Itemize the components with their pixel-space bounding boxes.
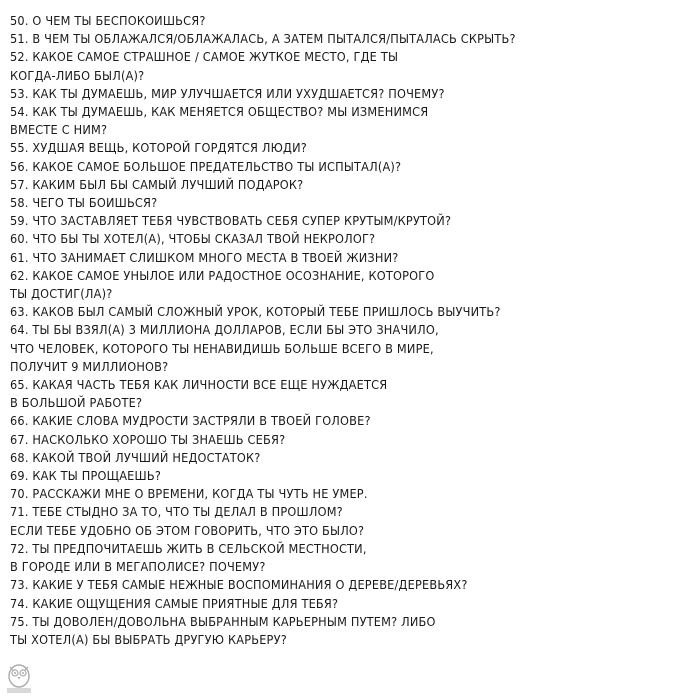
question-line: 71. ТЕБЕ СТЫДНО ЗА ТО, ЧТО ТЫ ДЕЛАЛ В ПРОШЛОМ?	[10, 504, 343, 520]
question-line: 52. КАКОЕ САМОЕ СТРАШНОЕ / САМОЕ ЖУТКОЕ МЕСТО, ГДЕ ТЫ	[10, 49, 399, 65]
question-line: ТЫ ДОСТИГ(ЛА)?	[10, 286, 113, 302]
question-line: 69. КАК ТЫ ПРОЩАЕШЬ?	[10, 468, 162, 484]
question-line: ТЫ ХОТЕЛ(А) БЫ ВЫБРАТЬ ДРУГУЮ КАРЬЕРУ?	[10, 631, 287, 647]
question-line: 74. КАКИЕ ОЩУЩЕНИЯ САМЫЕ ПРИЯТНЫЕ ДЛЯ ТЕБЯ?	[10, 595, 339, 611]
question-line: 75. ТЫ ДОВОЛЕН/ДОВОЛЬНА ВЫБРАННЫМ КАРЬЕРНЫМ ПУТЕМ? ЛИБО	[10, 613, 436, 629]
question-line: 53. КАК ТЫ ДУМАЕШЬ, МИР УЛУЧШАЕТСЯ ИЛИ УХУДШАЕТСЯ? ПОЧЕМУ?	[10, 85, 445, 101]
question-line: 63. КАКОВ БЫЛ САМЫЙ СЛОЖНЫЙ УРОК, КОТОРЫЙ ТЕБЕ ПРИШЛОСЬ ВЫУЧИТЬ?	[10, 304, 501, 320]
question-line: 64. ТЫ БЫ ВЗЯЛ(А) 3 МИЛЛИОНА ДОЛЛАРОВ, ЕСЛИ БЫ ЭТО ЗНАЧИЛО,	[10, 322, 439, 338]
question-line: 70. РАССКАЖИ МНЕ О ВРЕМЕНИ, КОГДА ТЫ ЧУТЬ НЕ УМЕР.	[10, 486, 368, 502]
question-line: 73. КАКИЕ У ТЕБЯ САМЫЕ НЕЖНЫЕ ВОСПОМИНАНИЯ О ДЕРЕВЕ/ДЕРЕВЬЯХ?	[10, 577, 468, 593]
question-line: ЧТО ЧЕЛОВЕК, КОТОРОГО ТЫ НЕНАВИДИШЬ БОЛЬШЕ ВСЕГО В МИРЕ,	[10, 340, 434, 356]
question-line: В ГОРОДЕ ИЛИ В МЕГАПОЛИСЕ? ПОЧЕМУ?	[10, 559, 266, 575]
question-line: 72. ТЫ ПРЕДПОЧИТАЕШЬ ЖИТЬ В СЕЛЬСКОЙ МЕСТНОСТИ,	[10, 540, 367, 556]
question-line: 68. КАКОЙ ТВОЙ ЛУЧШИЙ НЕДОСТАТОК?	[10, 449, 261, 465]
question-line: 66. КАКИЕ СЛОВА МУДРОСТИ ЗАСТРЯЛИ В ТВОЕЙ ГОЛОВЕ?	[10, 413, 371, 429]
question-line: 56. КАКОЕ САМОЕ БОЛЬШОЕ ПРЕДАТЕЛЬСТВО ТЫ ИСПЫТАЛ(А)?	[10, 158, 402, 174]
question-line: 61. ЧТО ЗАНИМАЕТ СЛИШКОМ МНОГО МЕСТА В ТВОЕЙ ЖИЗНИ?	[10, 249, 399, 265]
question-line: ПОЛУЧИТ 9 МИЛЛИОНОВ?	[10, 358, 169, 374]
question-line: 58. ЧЕГО ТЫ БОИШЬСЯ?	[10, 195, 158, 211]
question-line: 54. КАК ТЫ ДУМАЕШЬ, КАК МЕНЯЕТСЯ ОБЩЕСТВО? МЫ ИЗМЕНИМСЯ	[10, 104, 429, 120]
question-line: ЕСЛИ ТЕБЕ УДОБНО ОБ ЭТОМ ГОВОРИТЬ, ЧТО ЭТО БЫЛО?	[10, 522, 365, 538]
question-line: В БОЛЬШОЙ РАБОТЕ?	[10, 395, 143, 411]
question-line: 65. КАКАЯ ЧАСТЬ ТЕБЯ КАК ЛИЧНОСТИ ВСЕ ЕЩЕ НУЖДАЕТСЯ	[10, 377, 388, 393]
question-line: 62. КАКОЕ САМОЕ УНЫЛОЕ ИЛИ РАДОСТНОЕ ОСОЗНАНИЕ, КОТОРОГО	[10, 267, 435, 283]
owl-logo-icon	[4, 662, 34, 694]
question-line: 51. В ЧЕМ ТЫ ОБЛАЖАЛСЯ/ОБЛАЖАЛАСЬ, А ЗАТЕМ ПЫТАЛСЯ/ПЫТАЛАСЬ СКРЫТЬ?	[10, 31, 516, 47]
question-line: ВМЕСТЕ С НИМ?	[10, 122, 108, 138]
question-line: 59. ЧТО ЗАСТАВЛЯЕТ ТЕБЯ ЧУВСТВОВАТЬ СЕБЯ СУПЕР КРУТЫМ/КРУТОЙ?	[10, 213, 452, 229]
question-line: 60. ЧТО БЫ ТЫ ХОТЕЛ(А), ЧТОБЫ СКАЗАЛ ТВОЙ НЕКРОЛОГ?	[10, 231, 376, 247]
question-line: 50. О ЧЕМ ТЫ БЕСПОКОИШЬСЯ?	[10, 13, 206, 28]
question-line: 55. ХУДШАЯ ВЕЩЬ, КОТОРОЙ ГОРДЯТСЯ ЛЮДИ?	[10, 140, 307, 156]
question-line: 57. КАКИМ БЫЛ БЫ САМЫЙ ЛУЧШИЙ ПОДАРОК?	[10, 176, 304, 192]
question-line: 67. НАСКОЛЬКО ХОРОШО ТЫ ЗНАЕШЬ СЕБЯ?	[10, 431, 286, 447]
question-line: КОГДА-ЛИБО БЫЛ(А)?	[10, 67, 145, 83]
